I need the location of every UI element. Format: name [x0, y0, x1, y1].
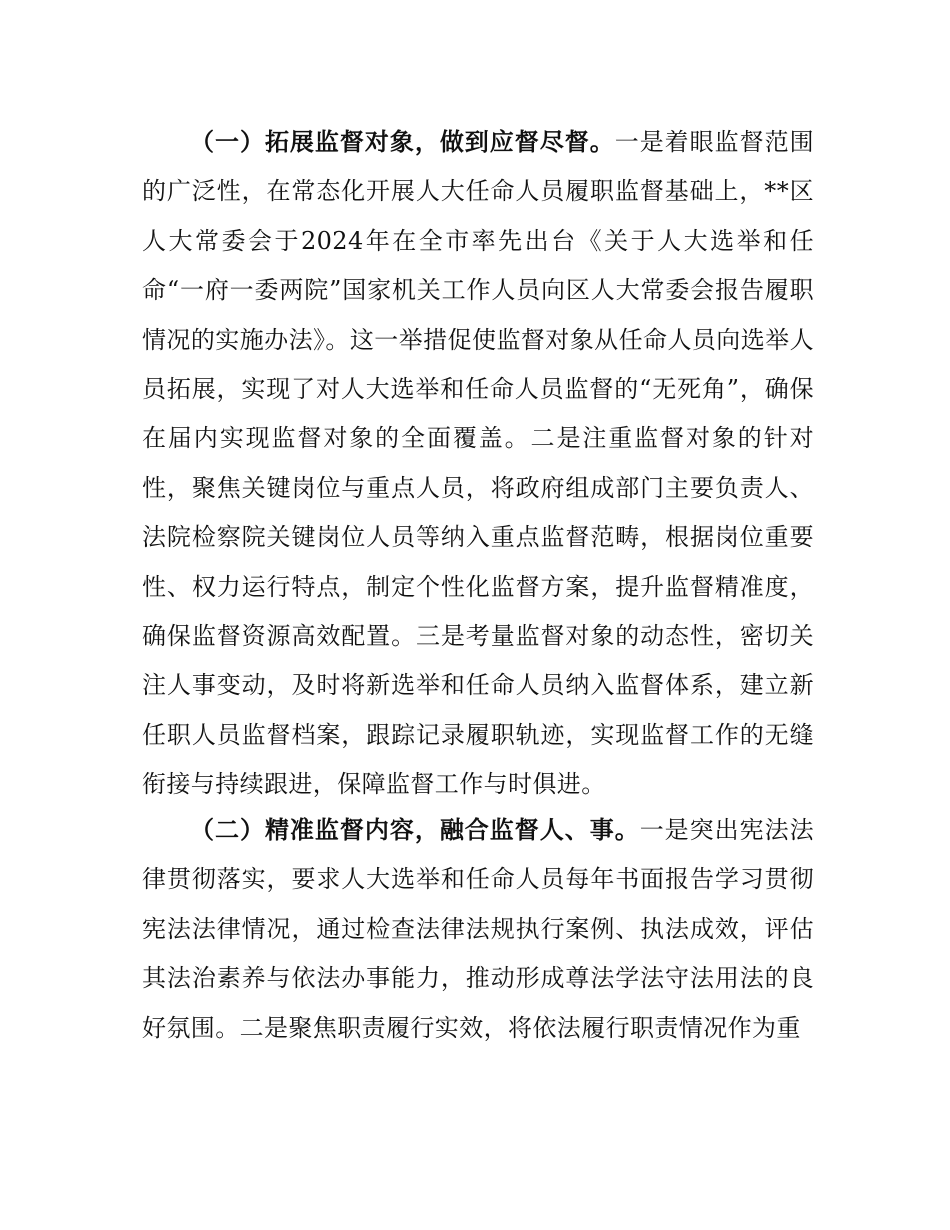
paragraph-2-heading: （二）精准监督内容，融合监督人、事。: [190, 816, 640, 844]
paragraph-1-heading: （一）拓展监督对象，做到应督尽督。: [190, 128, 615, 156]
paragraph-1-body: 一是着眼监督范围的广泛性，在常态化开展人大任命人员履职监督基础上，**区人大常委会于2024年在全市率先出台《关于人大选举和任命“一府一委两院”国家机关工作人员向区人大常委会报告履职情况的实施办法》。这一举措促使监督对象从任命人员向选举人员拓展，实现了对人大选举和任命人员监督的“无死角”，确保在届内实现监督对象的全面覆盖。二是注重监督对象的针对性，聚焦关键岗位与重点人员，将政府组成部门主要负责人、法院检察院关键岗位人员等纳入重点监督范畴，根据岗位重要性、权力运行特点，制定个性化监督方案，提升监督精准度，确保监督资源高效配置。三是考量监督对象的动态性，密切关注人事变动，及时将新选举和任命人员纳入监督体系，建立新任职人员监督档案，跟踪记录履职轨迹，实现监督工作的无缝衔接与持续跟进，保障监督工作与时俱进。: [142, 128, 814, 799]
paragraph-2-body: 一是突出宪法法律贯彻落实，要求人大选举和任命人员每年书面报告学习贯彻宪法法律情况，通过检查法律法规执行案例、执法成效，评估其法治素养与依法办事能力，推动形成尊法学法守法用法的良好氛围。二是聚焦职责履行实效，将依法履行职责情况作为重: [142, 816, 814, 1042]
paragraph-2: [142, 806, 814, 1053]
paragraph-1: [142, 118, 814, 810]
